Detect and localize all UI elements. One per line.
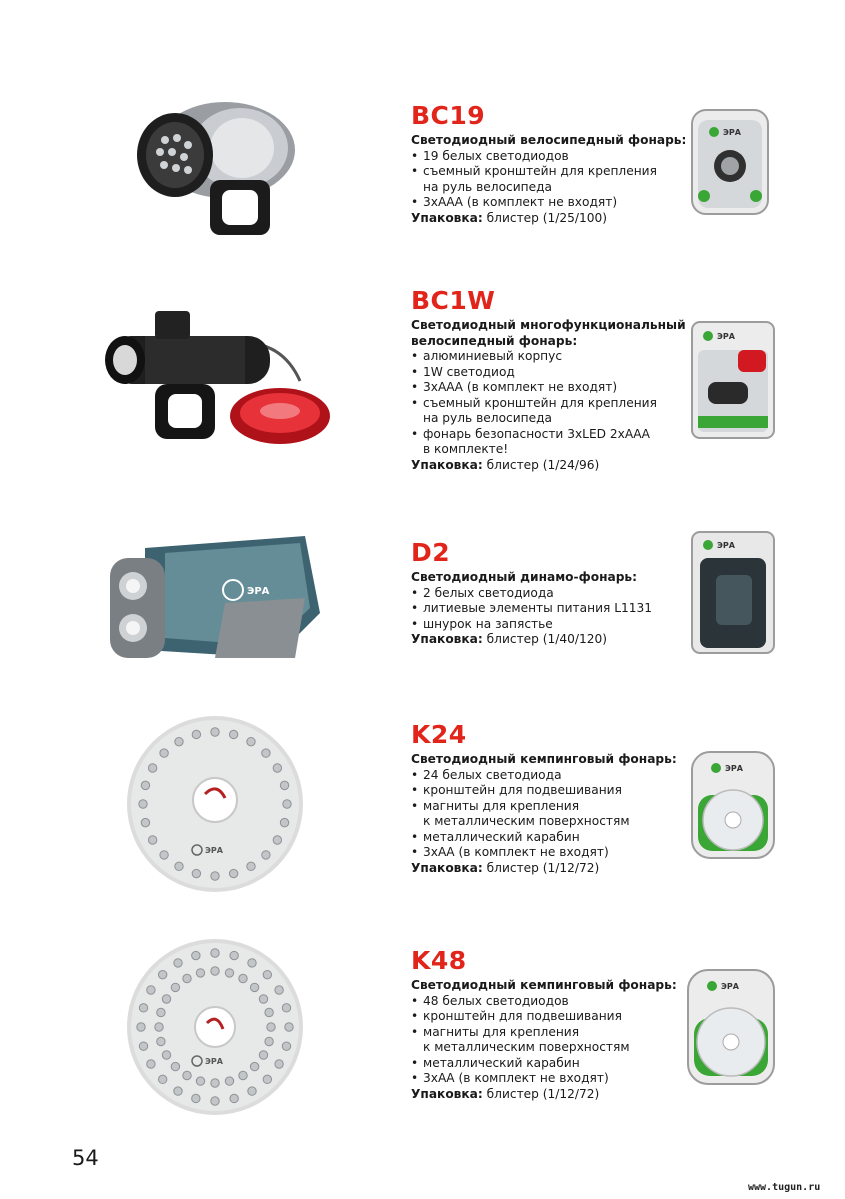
- led-dot: [230, 1094, 238, 1102]
- packaging-value: блистер (1/12/72): [482, 1086, 600, 1101]
- led-dot: [282, 1004, 290, 1012]
- packaging: [411, 1087, 677, 1103]
- packaging-label: Упаковка:: [411, 210, 483, 225]
- led-dot: [158, 970, 166, 978]
- feature-item: • магниты для крепления к металлическим поверхностям: [411, 1025, 677, 1056]
- packaging-label: Упаковка:: [411, 1086, 483, 1101]
- product-code: BC19: [411, 101, 486, 130]
- led-dot: [285, 1023, 293, 1031]
- feature-item: • 48 белых светодиодов: [411, 994, 677, 1010]
- k24-blister-pack: [690, 750, 776, 860]
- packaging-value: блистер (1/25/100): [482, 210, 608, 225]
- led-dot: [250, 1062, 258, 1070]
- led-dot: [192, 1094, 200, 1102]
- led-dot: [141, 818, 149, 826]
- pack-brand-logo: ЭРА: [721, 982, 739, 991]
- product-description: Светодиодный велосипедный фонарь:: [411, 133, 687, 147]
- led-dot: [225, 1077, 233, 1085]
- bc19-blister-pack: [690, 108, 770, 216]
- packaging: [411, 632, 652, 648]
- led-dot: [229, 869, 237, 877]
- led-dot: [157, 1008, 165, 1016]
- led-dot: [160, 851, 168, 859]
- led-dot: [259, 1051, 267, 1059]
- led-dot: [175, 737, 183, 745]
- packaging-value: блистер (1/40/120): [482, 632, 608, 646]
- led-dot: [248, 1087, 256, 1095]
- led-dot: [162, 1051, 170, 1059]
- pack-brand-logo: ЭРА: [717, 541, 735, 550]
- led-dot: [183, 1071, 191, 1079]
- led-dot: [263, 970, 271, 978]
- product-description: Светодиодный кемпинговый фонарь:: [411, 978, 677, 992]
- led-dot: [230, 951, 238, 959]
- led-dot: [147, 986, 155, 994]
- led-dot: [262, 749, 270, 757]
- packaging-value: блистер (1/12/72): [482, 860, 600, 875]
- d2-product-photo: [105, 518, 335, 678]
- led-dot: [265, 1008, 273, 1016]
- bc19-product-photo: [130, 90, 310, 250]
- d2-info: [411, 540, 652, 648]
- led-dot: [280, 818, 288, 826]
- led-dot: [273, 836, 281, 844]
- product-description: Светодиодный многофункциональный велосипедный фонарь:: [411, 318, 686, 348]
- led-dot: [139, 800, 147, 808]
- led-dot: [280, 781, 288, 789]
- led-dot: [196, 1077, 204, 1085]
- led-dot: [282, 1042, 290, 1050]
- product-code: K24: [411, 720, 467, 749]
- feature-item: • 1W светодиод: [411, 365, 686, 381]
- led-dot: [263, 1075, 271, 1083]
- packaging: [411, 211, 686, 227]
- feature-item: • 19 белых светодиодов: [411, 149, 686, 165]
- led-dot: [147, 1060, 155, 1068]
- led-dot: [247, 737, 255, 745]
- feature-list: [411, 349, 686, 458]
- feature-item: • 3хАА (в комплект не входят): [411, 845, 677, 861]
- feature-item: • кронштейн для подвешивания: [411, 783, 677, 799]
- led-dot: [175, 862, 183, 870]
- device-brand-logo: ЭРА: [205, 1057, 223, 1066]
- led-dot: [275, 986, 283, 994]
- led-dot: [247, 862, 255, 870]
- led-dot: [211, 1097, 219, 1105]
- feature-item: • металлический карабин: [411, 830, 677, 846]
- feature-item: • литиевые элементы питания L1131: [411, 601, 652, 617]
- led-dot: [273, 764, 281, 772]
- led-dot: [211, 872, 219, 880]
- device-brand-logo: ЭРА: [205, 846, 223, 855]
- product-code: K48: [411, 946, 467, 975]
- led-dot: [157, 1037, 165, 1045]
- pack-brand-logo: ЭРА: [717, 332, 735, 341]
- k24-product-photo: [125, 712, 305, 897]
- feature-item: • съемный кронштейн для крепления на руль велосипеда: [411, 164, 686, 195]
- led-dot: [148, 764, 156, 772]
- led-dot: [265, 1037, 273, 1045]
- led-dot: [211, 1079, 219, 1087]
- led-dot: [148, 836, 156, 844]
- k48-product-photo: [125, 935, 305, 1120]
- feature-list: [411, 586, 652, 633]
- product-description: Светодиодный динамо-фонарь:: [411, 570, 638, 584]
- feature-list: [411, 768, 677, 861]
- packaging-value: блистер (1/24/96): [482, 457, 600, 472]
- led-dot: [259, 995, 267, 1003]
- led-dot: [174, 959, 182, 967]
- feature-item: • магниты для крепления к металлическим поверхностям: [411, 799, 677, 830]
- bc1w-info: [411, 288, 686, 473]
- led-dot: [158, 1075, 166, 1083]
- led-dot: [192, 951, 200, 959]
- led-dot: [262, 851, 270, 859]
- k48-info: [411, 948, 677, 1102]
- feature-list: [411, 149, 686, 211]
- led-dot: [162, 995, 170, 1003]
- led-dot: [211, 728, 219, 736]
- led-dot: [267, 1023, 275, 1031]
- feature-list: [411, 994, 677, 1087]
- bc1w-blister-pack: [690, 320, 776, 440]
- feature-item: • металлический карабин: [411, 1056, 677, 1072]
- led-dot: [155, 1023, 163, 1031]
- page-number: 54: [72, 1146, 99, 1170]
- feature-item: • 2 белых светодиода: [411, 586, 652, 602]
- led-dot: [174, 1087, 182, 1095]
- feature-item: • кронштейн для подвешивания: [411, 1009, 677, 1025]
- led-dot: [183, 974, 191, 982]
- led-dot: [211, 949, 219, 957]
- led-dot: [171, 1062, 179, 1070]
- led-dot: [239, 974, 247, 982]
- led-dot: [137, 1023, 145, 1031]
- feature-item: • фонарь безопасности 3хLED 2хААА в комплекте!: [411, 427, 686, 458]
- product-description: Светодиодный кемпинговый фонарь:: [411, 752, 677, 766]
- feature-item: • 3хААА (в комплект не входят): [411, 195, 686, 211]
- source-url: www.tugun.ru: [748, 1182, 821, 1193]
- packaging-label: Упаковка:: [411, 632, 483, 646]
- product-code: BC1W: [411, 286, 496, 315]
- led-dot: [239, 1071, 247, 1079]
- feature-item: • 3хАА (в комплект не входят): [411, 1071, 677, 1087]
- feature-item: • 24 белых светодиода: [411, 768, 677, 784]
- feature-item: • 3хААА (в комплект не входят): [411, 380, 686, 396]
- pack-brand-logo: ЭРА: [725, 764, 743, 773]
- led-dot: [275, 1060, 283, 1068]
- packaging-label: Упаковка:: [411, 860, 483, 875]
- led-dot: [192, 869, 200, 877]
- led-dot: [139, 1004, 147, 1012]
- feature-item: • шнурок на запястье: [411, 617, 652, 633]
- led-dot: [192, 730, 200, 738]
- product-code: D2: [411, 538, 451, 567]
- led-dot: [196, 969, 204, 977]
- bc19-info: [411, 103, 686, 226]
- bc1w-product-photo: [100, 296, 335, 456]
- led-dot: [250, 983, 258, 991]
- led-dot: [171, 983, 179, 991]
- packaging-label: Упаковка:: [411, 457, 483, 472]
- feature-item: • съемный кронштейн для крепления на руль велосипеда: [411, 396, 686, 427]
- pack-brand-logo: ЭРА: [723, 128, 741, 137]
- led-dot: [160, 749, 168, 757]
- packaging: [411, 861, 677, 877]
- led-dot: [141, 781, 149, 789]
- d2-blister-pack: [690, 530, 776, 655]
- led-dot: [248, 959, 256, 967]
- led-dot: [139, 1042, 147, 1050]
- k48-blister-pack: [686, 968, 776, 1086]
- k24-info: [411, 722, 677, 876]
- led-dot: [211, 967, 219, 975]
- packaging: [411, 458, 686, 474]
- led-dot: [283, 800, 291, 808]
- feature-item: • алюминиевый корпус: [411, 349, 686, 365]
- device-brand-logo: ЭРА: [247, 586, 270, 597]
- led-dot: [229, 730, 237, 738]
- led-dot: [225, 969, 233, 977]
